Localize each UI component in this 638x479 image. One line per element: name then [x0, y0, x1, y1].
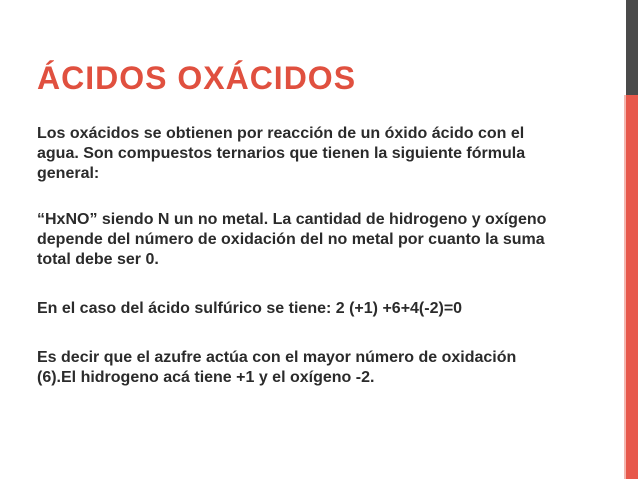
- paragraph-definition: Los oxácidos se obtienen por reacción de un óxido ácido con el agua. Son compuestos ternarios que tienen la siguiente fórmula general:: [37, 125, 526, 182]
- slide-title: ÁCIDOS OXÁCIDOS: [37, 60, 357, 96]
- accent-bar-dark: [626, 0, 638, 95]
- paragraph-example: En el caso del ácido sulfúrico se tiene: 2 (+1) +6+4(-2)=0: [37, 300, 463, 317]
- paragraph-formula: “HxNO” siendo N un no metal. La cantidad de hidrogeno y oxígeno depende del número de oxidación del no metal por cuanto la suma total debe ser 0.: [37, 211, 547, 268]
- accent-bar-red: [626, 95, 638, 479]
- paragraph-explanation: Es decir que el azufre actúa con el mayor número de oxidación (6).El hidrogeno acá tiene +1 y el oxígeno -2.: [37, 349, 517, 386]
- slide-body: [37, 124, 557, 388]
